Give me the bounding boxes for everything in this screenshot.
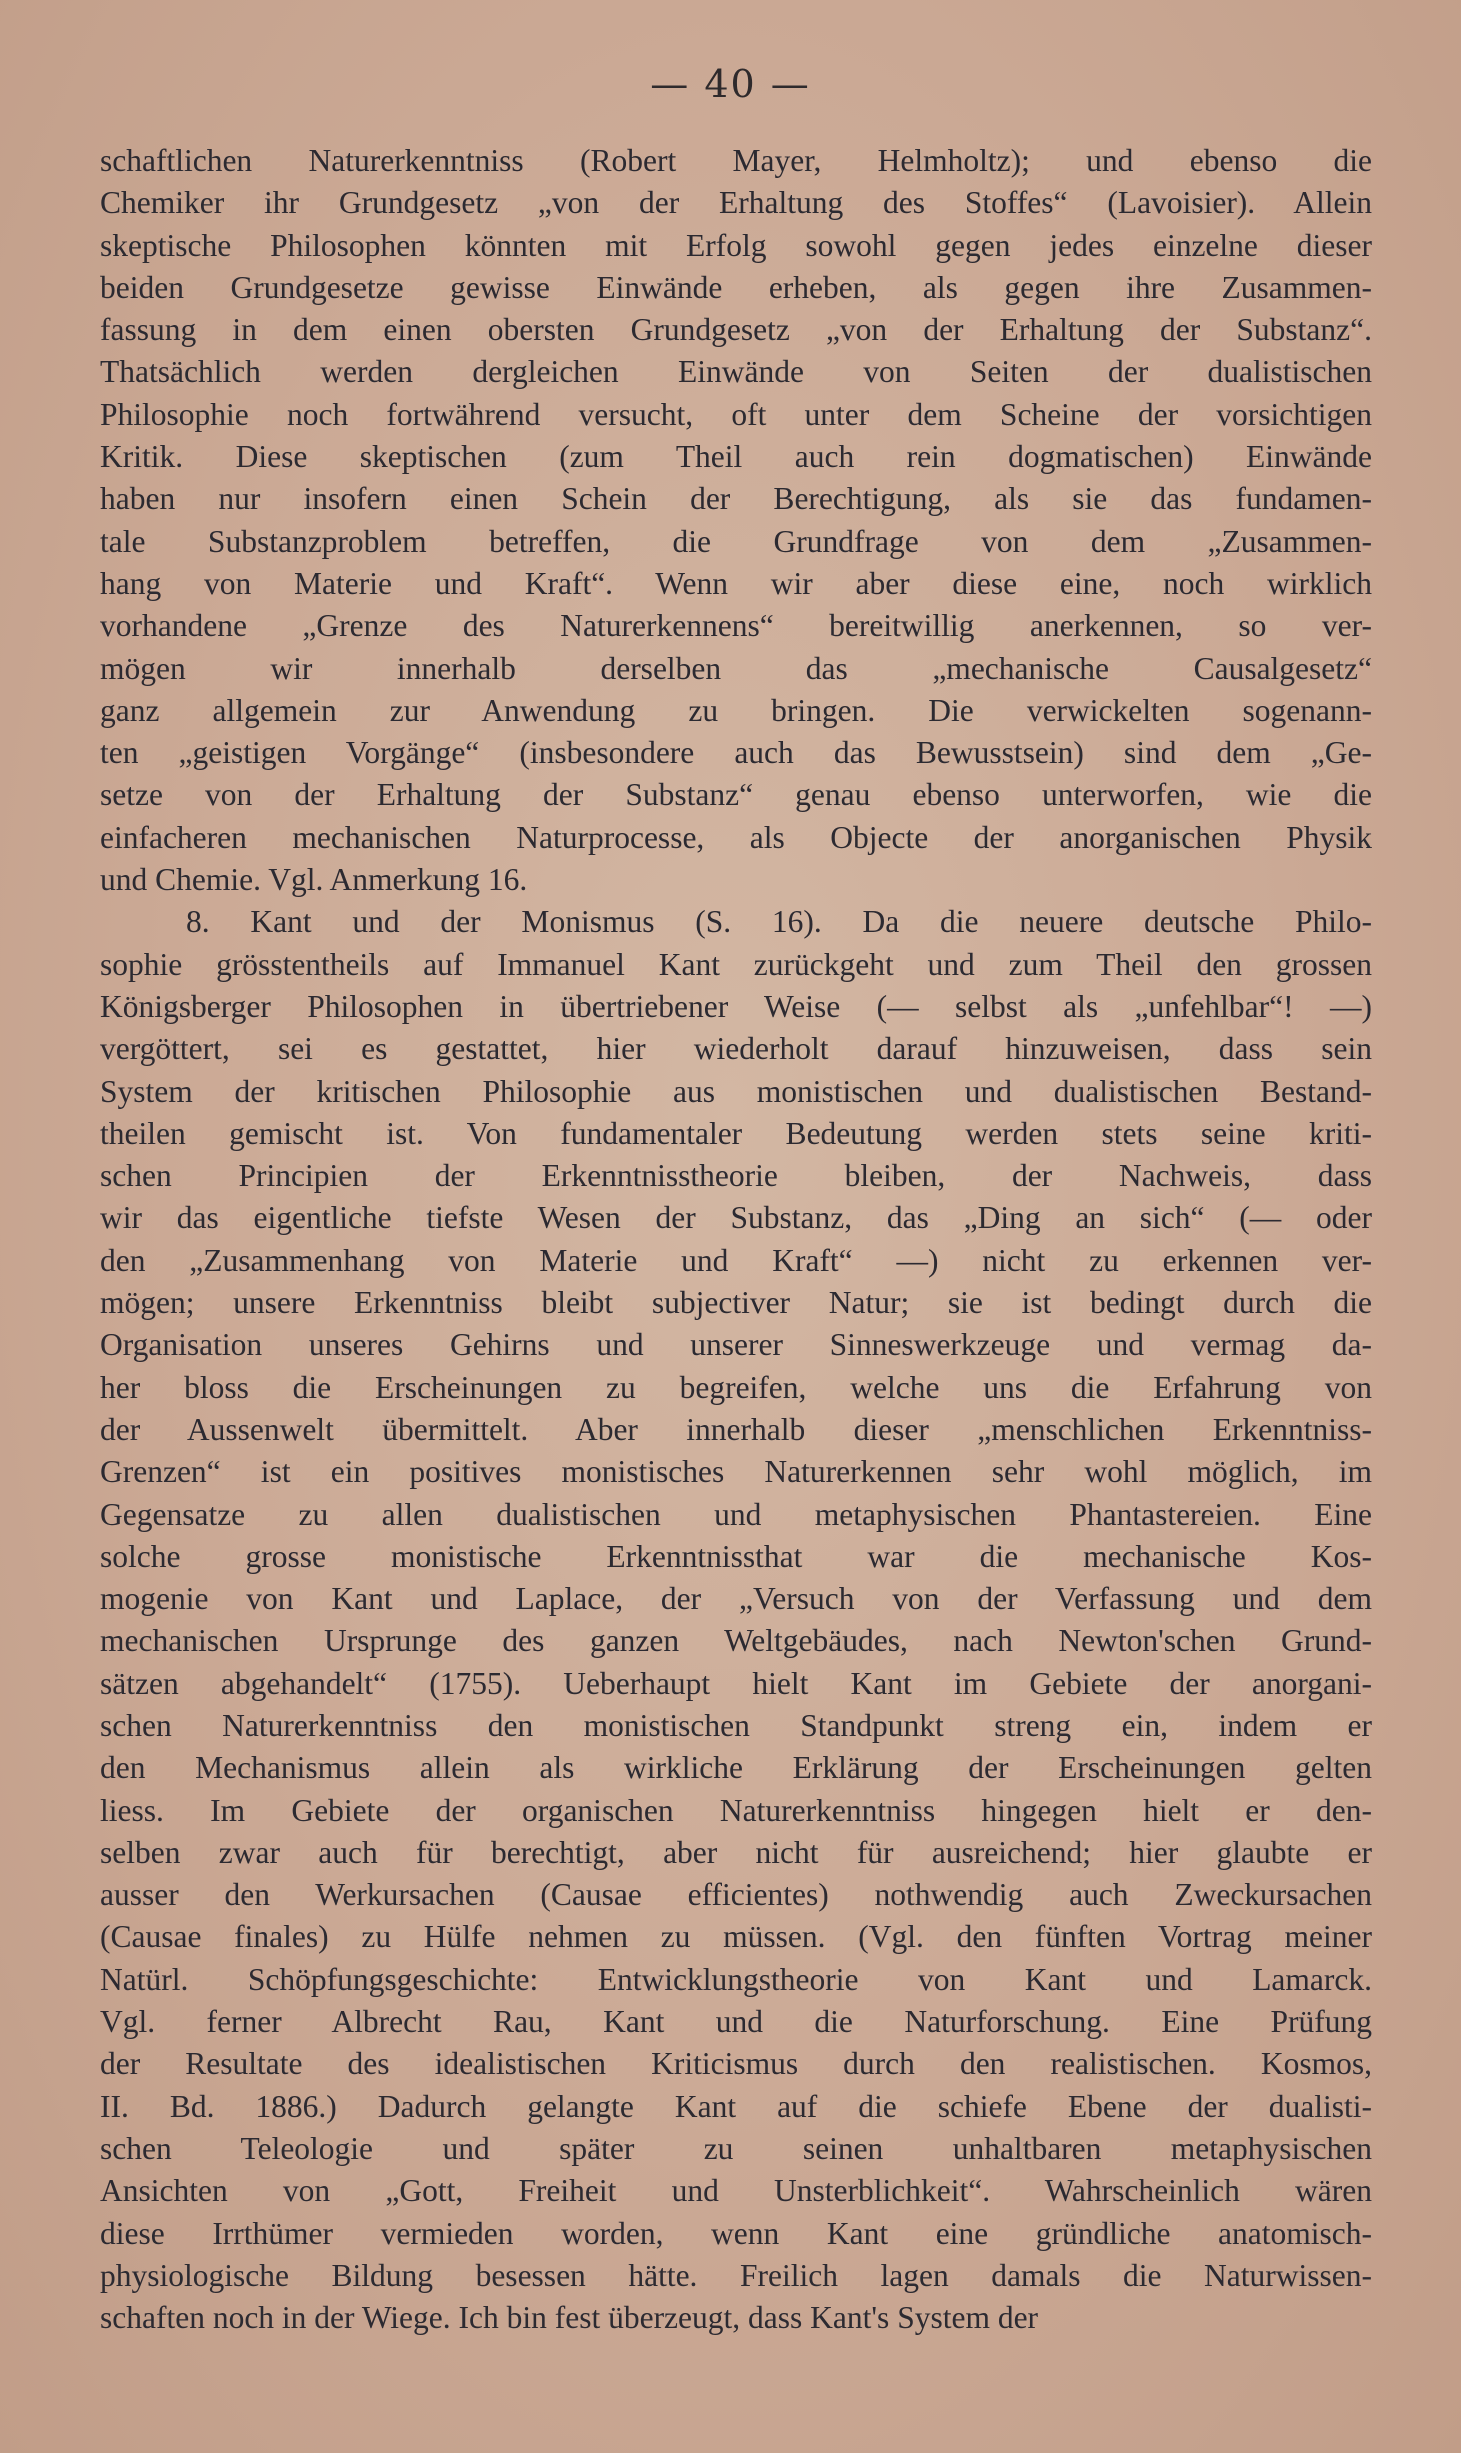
text-line: Philosophie noch fortwährend versucht, oft unter dem Scheine der vorsichtigen [100,396,1372,432]
text-line: System der kritischen Philosophie aus monistischen und dualistischen Bestand- [100,1073,1372,1109]
text-line: 8. Kant und der Monismus (S. 16). Da die neuere deutsche Philo- [186,904,1372,940]
text-line: ausser den Werkursachen (Causae efficientes) nothwendig auch Zweckursachen [100,1877,1372,1913]
text-line: Chemiker ihr Grundgesetz „von der Erhaltung des Stoffes“ (Lavoisier). Allein [100,185,1372,221]
text-line: haben nur insofern einen Schein der Berechtigung, als sie das fundamen- [100,481,1372,517]
text-line: Gegensatze zu allen dualistischen und metaphysischen Phantastereien. Eine [100,1496,1372,1532]
text-line: Grenzen“ ist ein positives monistisches Naturerkennen sehr wohl möglich, im [100,1454,1372,1490]
text-line: liess. Im Gebiete der organischen Naturerkenntniss hingegen hielt er den- [100,1792,1372,1828]
text-line: mögen; unsere Erkenntniss bleibt subjectiver Natur; sie ist bedingt durch die [100,1285,1372,1321]
text-line: mogenie von Kant und Laplace, der „Versuch von der Verfassung und dem [100,1581,1372,1617]
text-line: und Chemie. Vgl. Anmerkung 16. [100,862,528,898]
text-line: physiologische Bildung besessen hätte. Freilich lagen damals die Naturwissen- [100,2257,1372,2293]
text-line: einfacheren mechanischen Naturprocesse, als Objecte der anorganischen Physik [100,819,1372,855]
text-line: hang von Materie und Kraft“. Wenn wir aber diese eine, noch wirklich [100,565,1372,601]
text-line: vergöttert, sei es gestattet, hier wiederholt darauf hinzuweisen, dass sein [100,1031,1372,1067]
text-line: sophie grösstentheils auf Immanuel Kant zurückgeht und zum Theil den grossen [100,946,1372,982]
text-line: her bloss die Erscheinungen zu begreifen, welche uns die Erfahrung von [100,1369,1372,1405]
text-line: den „Zusammenhang von Materie und Kraft“ —) nicht zu erkennen ver- [100,1242,1372,1278]
text-line: setze von der Erhaltung der Substanz“ genau ebenso unterworfen, wie die [100,777,1372,813]
page-number: — 40 — [650,62,811,106]
text-line: Königsberger Philosophen in übertriebener Weise (— selbst als „unfehlbar“! —) [100,988,1372,1024]
text-line: Kritik. Diese skeptischen (zum Theil auch rein dogmatischen) Einwände [100,439,1372,475]
text-line: den Mechanismus allein als wirkliche Erklärung der Erscheinungen gelten [100,1750,1372,1786]
text-line: sätzen abgehandelt“ (1755). Ueberhaupt hielt Kant im Gebiete der anorgani- [100,1665,1372,1701]
text-line: mögen wir innerhalb derselben das „mechanische Causalgesetz“ [100,650,1372,686]
text-line: mechanischen Ursprunge des ganzen Weltgebäudes, nach Newton'schen Grund- [100,1623,1372,1659]
text-line: ganz allgemein zur Anwendung zu bringen. Die verwickelten sogenann- [100,692,1372,728]
text-line: beiden Grundgesetze gewisse Einwände erheben, als gegen ihre Zusammen- [100,269,1372,305]
text-line: skeptische Philosophen könnten mit Erfolg sowohl gegen jedes einzelne dieser [100,227,1372,263]
text-line: der Resultate des idealistischen Kriticismus durch den realistischen. Kosmos, [100,2046,1372,2082]
text-line: Thatsächlich werden dergleichen Einwände von Seiten der dualistischen [100,354,1372,390]
text-line: wir das eigentliche tiefste Wesen der Substanz, das „Ding an sich“ (— oder [100,1200,1372,1236]
text-line: solche grosse monistische Erkenntnissthat war die mechanische Kos- [100,1538,1372,1574]
text-line: (Causae finales) zu Hülfe nehmen zu müssen. (Vgl. den fünften Vortrag meiner [100,1919,1372,1955]
text-line: schaftlichen Naturerkenntniss (Robert Mayer, Helmholtz); und ebenso die [100,143,1372,178]
text-line: fassung in dem einen obersten Grundgesetz „von der Erhaltung der Substanz“. [100,312,1372,348]
text-line: Ansichten von „Gott, Freiheit und Unsterblichkeit“. Wahrscheinlich wären [100,2173,1372,2209]
text-line: diese Irrthümer vermieden worden, wenn Kant eine gründliche anatomisch- [100,2215,1372,2251]
text-line: vorhandene „Grenze des Naturerkennens“ bereitwillig anerkennen, so ver- [100,608,1372,644]
text-line: selben zwar auch für berechtigt, aber nicht für ausreichend; hier glaubte er [100,1834,1372,1870]
text-line: schen Principien der Erkenntnisstheorie bleiben, der Nachweis, dass [100,1158,1372,1194]
text-line: der Aussenwelt übermittelt. Aber innerhalb dieser „menschlichen Erkenntniss- [100,1411,1372,1447]
text-line: Vgl. ferner Albrecht Rau, Kant und die Naturforschung. Eine Prüfung [100,2004,1372,2040]
body-text [100,140,1372,2339]
text-line: schaften noch in der Wiege. Ich bin fest überzeugt, dass Kant's System der [100,2300,1039,2336]
text-line: II. Bd. 1886.) Dadurch gelangte Kant auf die schiefe Ebene der dualisti- [100,2088,1372,2124]
text-line: Natürl. Schöpfungsgeschichte: Entwicklungstheorie von Kant und Lamarck. [100,1961,1372,1997]
text-line: Organisation unseres Gehirns und unserer Sinneswerkzeuge und vermag da- [100,1327,1372,1363]
text-line: theilen gemischt ist. Von fundamentaler Bedeutung werden stets seine kriti- [100,1115,1372,1151]
text-line: ten „geistigen Vorgänge“ (insbesondere auch das Bewusstsein) sind dem „Ge- [100,735,1372,771]
text-line: schen Naturerkenntniss den monistischen Standpunkt streng ein, indem er [100,1707,1372,1743]
text-line: schen Teleologie und später zu seinen unhaltbaren metaphysischen [100,2130,1372,2166]
text-line: tale Substanzproblem betreffen, die Grundfrage von dem „Zusammen- [100,523,1372,559]
